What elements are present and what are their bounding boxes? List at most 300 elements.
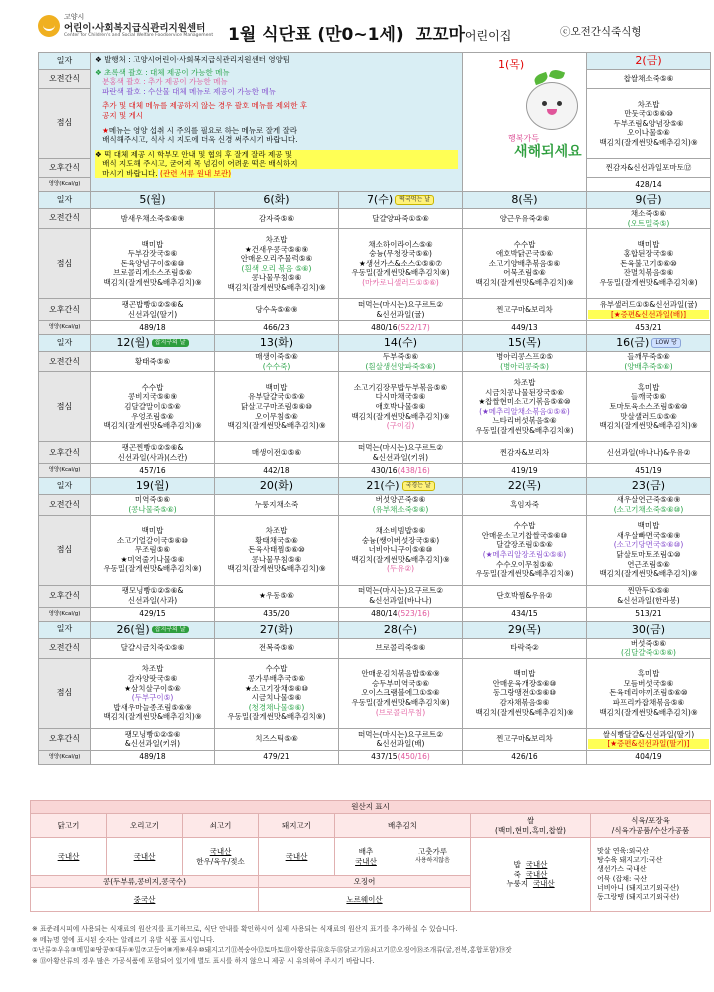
day-header (587, 335, 711, 352)
lunch-item: 백김치(잘게썬맛&배추김치)⑨ (599, 569, 698, 579)
nutrition-alt: (438/16) (397, 466, 430, 476)
lunch-item: 파프리카잡채볶음⑤⑥ (612, 698, 685, 708)
lunch-item: (★메추리알장조림①⑤⑥) (482, 550, 567, 560)
lunch-item: 백김치(잘게썬맛&배추김치)⑨ (227, 421, 326, 431)
am-snack-alt: (오트밀죽⑤) (627, 218, 670, 228)
lunch-item: 소고기양배추볶음⑤⑥ (488, 258, 561, 268)
lunch-cell (215, 229, 339, 299)
pm-cell (463, 585, 587, 607)
lunch-item: 시금치나물⑤⑥ (251, 693, 302, 703)
lunch-item: 우동밀(잘게썬맛&배추김치⑨) (475, 569, 574, 579)
kindergarten-suffix: 어린이집 (464, 29, 512, 43)
lunch-item: ★생선가스&소스①⑤⑥⑦ (359, 258, 442, 268)
lunch-item: 오이무침⑤⑥ (255, 411, 298, 421)
nut-cell (91, 607, 215, 621)
day-header (339, 621, 463, 638)
origin-title: 원산지 표시 (31, 801, 711, 814)
lunch-cell (215, 515, 339, 585)
lunch-cell (463, 658, 587, 728)
food-origin: 탕수육 돼지고기:국산 (597, 856, 663, 865)
am-cell (91, 352, 215, 372)
am-cell (463, 352, 587, 372)
lunch-item: 안매운소고기찹쌀국⑤⑥⑩ (481, 530, 568, 540)
pm-snack: 당수옥⑤⑥⑨ (255, 304, 298, 314)
am-snack: 달걀양파죽①⑤⑥ (372, 213, 429, 223)
pm-cell (215, 728, 339, 750)
nutrition: 449/13 (511, 322, 538, 332)
lunch-label: 점심 (39, 229, 91, 299)
pm-label: 오후간식 (39, 585, 91, 607)
lunch-item: 백미밥 (637, 521, 660, 531)
am-snack: 달걀시금치죽①⑤⑥ (120, 643, 185, 653)
lunch-item: 수수밥 (265, 664, 288, 674)
pm-snack-extra: 신선과일(딸기) (127, 309, 178, 319)
lunch-label: 점심 (39, 658, 91, 728)
footnote: ※ 메뉴명 옆에 표시된 숫자는 알레르기 유발 식품 표시입니다. (32, 935, 215, 944)
am-snack-alt: (김달걀죽①⑤⑥) (620, 648, 676, 658)
lunch-item: 밥새우마늘종조림⑤⑥⑨ (113, 702, 192, 712)
greeting-text: 새해되세요 (514, 144, 582, 160)
lunch-item: 두부감잣국⑤⑥ (127, 249, 178, 259)
day-date: 9(금) (635, 192, 662, 206)
am-snack: 흑임자죽 (510, 500, 539, 510)
day-date: 2(금) (587, 53, 711, 70)
day-date: 27(화) (259, 622, 294, 636)
nutrition: 513/21 (635, 609, 662, 619)
lunch-item: 돈육데리야끼조림⑤⑥⑩ (609, 688, 688, 698)
am-cell (339, 209, 463, 229)
pm-snack: 치즈스틱⑤⑥ (255, 734, 298, 744)
lunch-item: 감자채볶음⑤⑥ (499, 698, 550, 708)
am-snack-alt: (병아리콩죽⑤) (500, 361, 549, 371)
lunch-item: (소고기당면국⑤⑥⑩) (613, 540, 684, 550)
logo-org: 어린이·사회복지급식관리지원센터 (64, 23, 206, 34)
lunch-item: 안매운오리주물럭⑤⑥ (240, 254, 313, 264)
pm-cell (215, 442, 339, 464)
menu-type-label: ⓒ오전간식죽식형 (560, 26, 642, 38)
day-header (215, 478, 339, 495)
lunch-item: 맛살샐러드①⑤⑥ (620, 411, 677, 421)
pm-cell (91, 728, 215, 750)
nut-cell (587, 607, 711, 621)
lunch-label: 점심 (39, 372, 91, 442)
day-date: 30(금) (631, 622, 666, 636)
lunch-item: 백김치(잘게썬맛&배추김치)⑨ (103, 712, 202, 722)
nutrition: 434/15 (511, 609, 538, 619)
pm-snack: 떠먹는(마시는)요구르트② (357, 443, 444, 453)
lunch-item: 소고기얼갈이국⑤⑥⑩ (117, 535, 188, 545)
lunch-item: 황태채국⑤⑥ (255, 535, 298, 545)
notice-red (95, 111, 458, 121)
am-snack: 버섯양곤죽⑤⑥ (375, 495, 426, 505)
am-label: 오전간식 (39, 70, 91, 89)
page-header (0, 0, 714, 52)
lunch-item: 백김치(잘게썬맛&배추김치)⑨ (103, 278, 202, 288)
nut-label: 영양(Kcal/g) (39, 178, 91, 192)
date-row (39, 53, 711, 70)
lunch-item: 백김치(잘게썬맛&배추김치)⑨ (599, 707, 698, 717)
day-date: 21(수) (366, 479, 400, 493)
lunch-item: 백미밥 (141, 239, 164, 249)
nutrition: 435/20 (263, 609, 290, 619)
day-date: 20(화) (259, 479, 294, 493)
nut-cell (463, 464, 587, 478)
menu-grid-weeks (38, 191, 711, 765)
nutrition: 457/16 (139, 466, 166, 476)
nutrition-alt: (523/16) (397, 609, 430, 619)
lunch-item: 백김치(잘게썬맛&배추김치)⑨ (103, 421, 202, 431)
lunch-item: 백미밥 (265, 382, 288, 392)
origin-head-food (591, 814, 711, 838)
day-header (339, 335, 463, 352)
pm-row (39, 585, 711, 607)
origin-head-duck: 오리고기 (107, 814, 183, 838)
pm-snack: 찐감자&신선과일포마토⑫ (587, 159, 711, 178)
lunch-item: 만둣국①⑤⑥⑩ (624, 109, 673, 119)
lunch-item: 오이스크램블에그①⑤⑥ (361, 688, 440, 698)
lunch-item: 콩나물무침⑤⑥ (251, 273, 302, 283)
lunch-item: 백미밥 (637, 239, 660, 249)
nut-label: 영양(Kcal/g) (39, 464, 91, 478)
nutrition: 429/15 (139, 609, 166, 619)
lunch-item: 안매운김치볶음밥⑤⑥⑨ (361, 669, 440, 679)
day-badge: 떡국먹는 날 (395, 195, 434, 205)
day-date: 29(목) (507, 622, 542, 636)
lunch-cell (339, 229, 463, 299)
nutrition: 480/16 (371, 322, 398, 332)
notice-line: 발행처 : 고양시어린이·사회복지급식관리지원센터 영양팀 (104, 55, 291, 64)
kimchi-cabbage: 배추 (358, 846, 374, 856)
nut-row (39, 464, 711, 478)
origin-head-rice (471, 814, 591, 838)
nut-cell (339, 321, 463, 335)
pm-snack: 단호박찜&우유② (496, 591, 553, 601)
lunch-item: 채소비빔밥⑤⑥ (375, 526, 426, 536)
am-snack: 두부죽⑤⑥ (382, 352, 419, 362)
pm-snack: 쌀식빵달걀&신선과일(딸기) (602, 729, 695, 739)
pm-snack-extra: &신선과일(배) (376, 739, 425, 749)
lunch-row (39, 515, 711, 585)
lunch-item: ★소고기장채⑤⑥⑩ (244, 683, 309, 693)
lunch-item: 다시마채국⑤⑥ (375, 392, 426, 402)
am-snack-alt: (유부채소죽⑤⑥) (372, 504, 429, 514)
lunch-item: 브로콜리게소스조림⑤⑥ (113, 268, 192, 278)
lunch-item: 수수밥 (513, 239, 536, 249)
origin-head-chicken: 닭고기 (31, 814, 107, 838)
lunch-item: 백김치(잘게썬맛&배추김치)⑨ (475, 707, 574, 717)
am-cell (339, 638, 463, 658)
pm-snack: ★우동⑤⑥ (259, 591, 294, 601)
lunch-item: 소고기김장무밥두부볶음⑤⑥ (353, 382, 448, 392)
origin-pork: 국내산 (259, 838, 335, 876)
notice-pink (95, 77, 458, 87)
notice-green: ❖ 초록색 괄호 : 대체 제공이 가능한 메뉴 (95, 67, 230, 77)
pm-snack: 매생이전①⑤⑥ (251, 448, 302, 458)
pm-cell (339, 728, 463, 750)
pm-snack: 유부샐러드①⑤&신선과일(귤) (599, 300, 698, 310)
am-cell (215, 352, 339, 372)
pm-cell (91, 442, 215, 464)
origin-kimchi (335, 838, 471, 876)
nutrition: 426/16 (511, 752, 538, 762)
origin-table (30, 800, 711, 912)
lunch-item: 우동밀(잘게썬맛&배추김치⑨) (227, 712, 326, 722)
pm-snack: 찐고구마&보리차 (496, 304, 553, 314)
am-cell (463, 209, 587, 229)
nut-cell (215, 750, 339, 764)
kindergarten-name: 꼬꼬마 (415, 25, 465, 45)
nut-label: 영양(Kcal/g) (39, 750, 91, 764)
am-snack: 들깨무죽⑤⑥ (627, 352, 670, 362)
nut-cell (215, 607, 339, 621)
origin-head-pork: 돼지고기 (259, 814, 335, 838)
day-date: 16(금) (616, 336, 650, 350)
lunch-item: 백김치(잘게썬맛&배추김치)⑨ (475, 278, 574, 288)
am-snack: 브로콜리죽⑤⑥ (375, 643, 426, 653)
pm-label: 오후간식 (39, 442, 91, 464)
am-cell (587, 495, 711, 515)
am-snack-alt: (콩나물죽⑤⑥) (128, 504, 177, 514)
am-snack: 병아리콩스프②⑤ (496, 352, 553, 362)
pm-snack-extra: [★증편&신선과일(딸기)] (588, 739, 709, 749)
nutrition: 437/15 (371, 752, 398, 762)
lunch-item: 유부달걀국①⑤⑥ (248, 392, 305, 402)
lunch-item: 수수오이무침⑤⑥ (496, 559, 553, 569)
lunch-cell (91, 515, 215, 585)
date-row (39, 335, 711, 352)
notice-rice-cake: ❖ 떡 대체 제공 시 학부모 안내 및 협의 후 잘게 잘라 제공 및 (95, 150, 458, 160)
page-title (228, 20, 511, 45)
lunch-item: 백미밥 (141, 526, 164, 536)
pm-cell (587, 442, 711, 464)
lunch-item: (두유②) (386, 564, 415, 574)
am-snack: 황태죽⑤⑥ (134, 356, 171, 366)
origin-head-beef: 쇠고기 (183, 814, 259, 838)
day-date: 26(월) (116, 622, 150, 636)
nut-cell (91, 464, 215, 478)
date-label: 일자 (39, 192, 91, 209)
pm-snack-extra: &신선과일(키위) (124, 739, 181, 749)
kimchi-pepper-origin: 사용하지않음 (415, 856, 450, 864)
am-row (39, 638, 711, 658)
lunch-item: (★메추리알채소볶음①⑤⑥) (479, 406, 570, 416)
origin-soy: 중국산 (31, 888, 259, 912)
rice-origin: 국내산 (525, 869, 548, 879)
lunch-item: 달걀장조림①⑤⑥ (496, 540, 553, 550)
lunch-item: 채소하이라이스⑤⑥ (368, 239, 433, 249)
beef-type: 한우/육우/젖소 (196, 856, 245, 866)
lunch-item: 백김치(잘게썬맛&배추김치)⑨ (227, 564, 326, 574)
am-snack: 전복죽⑤⑥ (258, 643, 295, 653)
pm-snack: 신선과일(바나나)&우유② (606, 448, 691, 458)
lunch-item: 느타리버섯볶음⑤⑥ (492, 416, 557, 426)
nut-cell (91, 750, 215, 764)
origin-head-kimchi: 배추김치 (335, 814, 471, 838)
lunch-item: 동그랑땡전①⑤⑥⑩ (492, 688, 557, 698)
lunch-item: 너비아니구이⑤⑥⑩ (368, 545, 433, 555)
day-badge: 잡지구의 날 (152, 339, 189, 347)
notice-line: 메뉴는 영양 섭취 시 주의를 필요로 하는 메뉴로 잘게 잘라 (108, 125, 297, 135)
lunch-item: 우동밀(잘게썬맛&배추김치⑨) (103, 564, 202, 574)
origin-head-soy: 콩(두부류,콩비지,콩국수) (31, 876, 259, 888)
logo-city: 고양시 (64, 13, 85, 21)
nut-row (39, 321, 711, 335)
rice-label: 죽 (513, 869, 521, 879)
lunch-label: 점심 (39, 515, 91, 585)
pm-row (39, 299, 711, 321)
nut-row (39, 607, 711, 621)
pm-cell (339, 442, 463, 464)
rice-origin: 국내산 (525, 859, 548, 869)
kimchi-cabbage-origin: 국내산 (355, 856, 377, 866)
day-date: 13(화) (259, 336, 294, 350)
pm-snack-extra: &신선과일(귤) (376, 309, 425, 319)
lunch-item: 닭살토마토조림①⑩ (616, 550, 681, 560)
am-snack: 새우살연근죽⑤⑥⑨ (616, 495, 681, 505)
am-snack: 미역죽⑤⑥ (134, 495, 171, 505)
nut-cell (91, 321, 215, 335)
menu-grid (38, 52, 711, 192)
lunch-item: 숭늉(무청장국⑤⑥) (369, 249, 432, 259)
am-row (39, 352, 711, 372)
day-date: 5(월) (139, 192, 166, 206)
day-badge: 국경는 날 (402, 481, 435, 491)
nut-cell (587, 464, 711, 478)
am-cell (339, 352, 463, 372)
pm-label: 오후간식 (39, 728, 91, 750)
origin-beef (183, 838, 259, 876)
lunch-item: 두부조림&양념장⑤⑥ (613, 118, 684, 128)
am-snack: 버섯죽⑤⑥ (630, 638, 667, 648)
footnote: ※ 표준레시피에 사용되는 식재료의 원산지를 표기하므로, 식단 안내를 확인하시어 실제 사용되는 식재료의 원산지 표기를 추가하실 수 있습니다. (32, 925, 458, 933)
lunch-item: 콩나물무침⑤⑥ (251, 554, 302, 564)
date-row (39, 621, 711, 638)
lunch-item: (흰색 오리 볶음 ⑤⑥) (241, 263, 312, 273)
pm-cell (463, 728, 587, 750)
nut-cell (587, 750, 711, 764)
nut-label: 영양(Kcal/g) (39, 321, 91, 335)
nut-row (39, 750, 711, 764)
lunch-item: 우동밀(잘게썬맛&배추김치⑨) (475, 426, 574, 436)
am-snack-alt: (소고기채소죽⑤⑥⑩) (613, 504, 684, 514)
am-row (39, 209, 711, 229)
nutrition: 430/16 (371, 466, 398, 476)
pm-snack: 찐고구마&보리차 (496, 734, 553, 744)
lunch-cell (339, 658, 463, 728)
day-badge: 잡지구의 날 (152, 626, 189, 634)
lunch-item: 백김치(잘게썬맛&배추김치)⑨ (599, 137, 698, 147)
date-row (39, 478, 711, 495)
lunch-cell (587, 658, 711, 728)
nutrition: 451/19 (635, 466, 662, 476)
lunch-item: 흑미밥 (637, 669, 660, 679)
lunch-item: 무조림⑤⑥ (134, 545, 171, 555)
nutrition: 489/18 (139, 322, 166, 332)
pm-snack: 떠먹는(마시는)요구르트② (357, 300, 444, 310)
pm-snack: 팽모닝빵①②⑤⑥& (121, 586, 184, 596)
am-snack: 누룽지채소죽 (254, 500, 299, 510)
day-header (587, 478, 711, 495)
day-date: 14(수) (383, 336, 418, 350)
notice-line: 추가 및 대체 메뉴를 제공하지 않는 경우 괄호 메뉴를 제외한 후 (102, 101, 308, 111)
am-cell (215, 209, 339, 229)
day-header (339, 478, 463, 495)
lunch-cell (91, 229, 215, 299)
day-date: 6(화) (263, 192, 290, 206)
am-cell (587, 209, 711, 229)
am-snack-alt: (흰살생선양파죽⑤⑥) (365, 361, 436, 371)
day-badge: LOW 당 (651, 338, 681, 348)
footnote: ※ ⑬아황산류의 경우 많은 가공식품에 포함되어 있기에 별도 표시를 하지 않으니 제공 시 유의하여 주시기 바랍니다. (32, 956, 375, 965)
pm-cell (339, 585, 463, 607)
lunch-item: ★찹쌀현미소고기볶음⑤⑥⑩ (478, 397, 571, 407)
lunch-item: 차조밥 (141, 664, 164, 674)
lunch-item: 오이나물⑤⑥ (627, 128, 670, 138)
leaf-icon (549, 68, 565, 81)
day-header (463, 335, 587, 352)
day-date: 8(목) (511, 192, 538, 206)
pm-cell (215, 585, 339, 607)
pm-cell (463, 299, 587, 321)
notice-line: 배식 지도해 주시고, 굳어져 목 넘김이 어려운 떡은 배식하지 (102, 159, 298, 169)
date-label: 일자 (39, 335, 91, 352)
nutrition: 480/14 (371, 609, 398, 619)
lunch-item: 숭늉(쌩이버섯장국⑤⑥) (361, 535, 440, 545)
food-origin: 어묵 (잡채: 국산 (597, 874, 648, 883)
lunch-cell (463, 229, 587, 299)
food-origin: 동그랑땡 (돼지고기외국산) (597, 892, 680, 901)
pm-cell (91, 585, 215, 607)
day-header (91, 621, 215, 638)
food-origin: 너비아니 (돼지고기외국산) (597, 883, 680, 892)
origin-head-squid: 오징어 (259, 876, 471, 888)
pm-snack: 떠먹는(마시는)요구르트② (357, 729, 444, 739)
day-date: 22(목) (507, 479, 542, 493)
footnote: ①난류②우유③메밀④땅콩⑤대두⑥밀⑦고등어⑧게⑨새우⑩돼지고기⑪복숭아⑫토마토⑬아황산류⑭호두⑮닭고기⑯쇠고기⑰오징어⑱조개류(굴,전복,홍합포함)⑲잣 (32, 946, 512, 955)
lunch-cell (587, 372, 711, 442)
lunch-cell (215, 372, 339, 442)
lunch-item: 들깨국⑤⑥ (630, 392, 667, 402)
notice-blue (95, 87, 458, 97)
lunch-item: 콩비지국⑤⑥⑨ (127, 392, 178, 402)
nut-label: 영양(Kcal/g) (39, 607, 91, 621)
notice-rice-cake (95, 169, 458, 179)
nutrition: 479/21 (263, 752, 290, 762)
lunch-item: 잔멸치볶음⑤⑥ (623, 268, 674, 278)
beef-origin: 국내산 (209, 846, 232, 856)
am-label: 오전간식 (39, 352, 91, 372)
notice-red (95, 101, 458, 111)
lunch-item: 어묵조림⑤⑥ (503, 268, 546, 278)
day-header (91, 192, 215, 209)
pm-cell (91, 299, 215, 321)
notice-box (91, 53, 463, 192)
lunch-cell (215, 658, 339, 728)
am-label: 오전간식 (39, 495, 91, 515)
lunch-item: 흑미밥 (637, 382, 660, 392)
pm-snack: 떠먹는(마시는)요구르트② (357, 586, 444, 596)
rice-head-sub: (백미,현미,흑미,찹쌀) (495, 825, 566, 835)
day-date: 19(월) (135, 479, 170, 493)
day-header (463, 478, 587, 495)
lunch-item: 돈육사태찜⑤⑥⑩ (248, 545, 305, 555)
notice-star (95, 135, 458, 145)
lunch-cell (91, 372, 215, 442)
lunch-item: 김달걀말이①⑤⑥ (124, 402, 181, 412)
rice-origin: 국내산 (532, 879, 555, 889)
pm-row (39, 728, 711, 750)
lunch-item: 시금치콩나물된장국⑤⑥ (485, 387, 564, 397)
